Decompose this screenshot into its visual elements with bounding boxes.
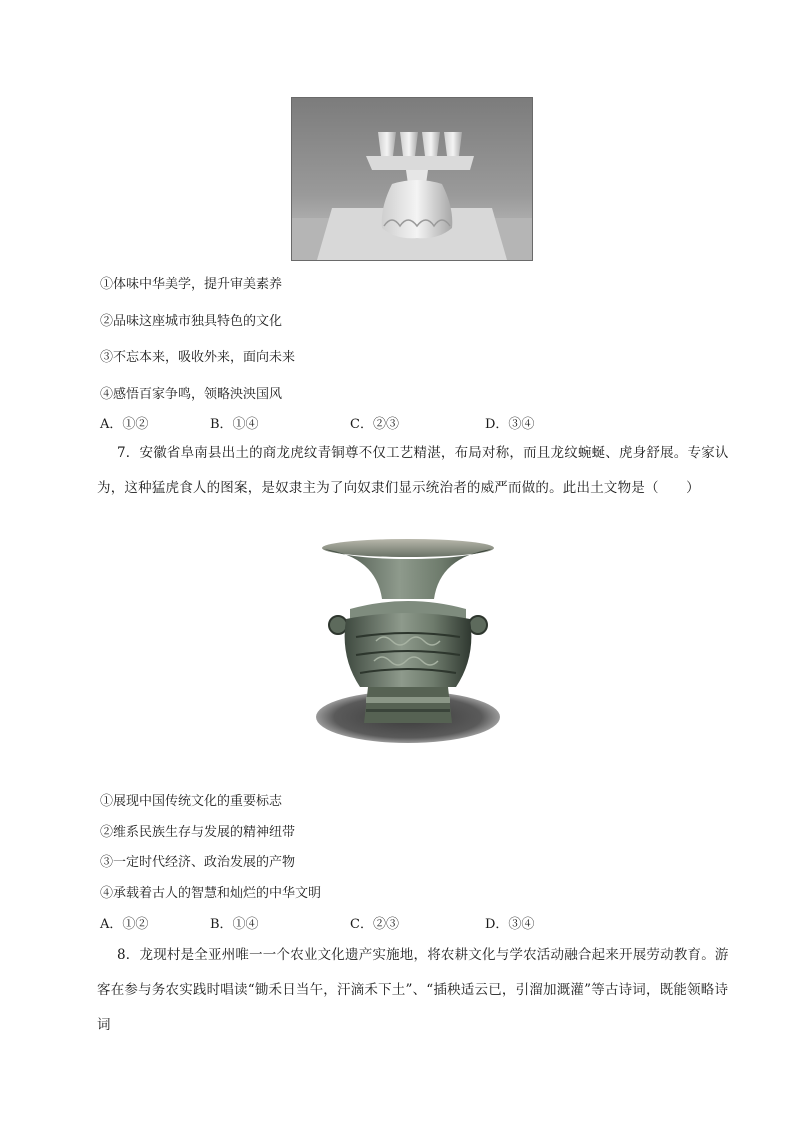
artifact-photo-1 — [291, 97, 533, 261]
q7-choice-4: ④承载着古人的智慧和灿烂的中华文明 — [100, 886, 322, 901]
q6-option-a[interactable]: A．①② — [100, 417, 149, 432]
q7-choice-2: ②维系民族生存与发展的精神纽带 — [100, 825, 296, 840]
q6-choice-2: ②品味这座城市独具特色的文化 — [100, 314, 283, 329]
q7-choice-3: ③一定时代经济、政治发展的产物 — [100, 855, 296, 870]
q7-option-b[interactable]: B．①④ — [210, 917, 259, 932]
q6-choice-4: ④感悟百家争鸣，领略泱泱国风 — [100, 387, 283, 402]
q6-options — [100, 413, 534, 432]
q6-option-b[interactable]: B．①④ — [210, 417, 259, 432]
bronze-zun-image — [316, 537, 500, 745]
q6-choice-1: ①体味中华美学，提升审美素养 — [100, 277, 283, 292]
q7-question: 7．安徽省阜南县出土的商龙虎纹青铜尊不仅工艺精湛，布局对称，而且龙纹蜿蜒、虎身舒展。专家认为，这种猛虎食人的图案，是奴隶主为了向奴隶们显示统治者的威严而做的。此出土文物是（ ） — [97, 445, 729, 496]
q6-option-c[interactable]: C．②③ — [350, 417, 399, 432]
q8-question: 8．龙现村是全亚州唯一一个农业文化遗产实施地，将农耕文化与学农活动融合起来开展劳动教育。游客在参与务农实践时唱读“锄禾日当午，汗滴禾下土”、“插秧适云已，引溜加溉灌”等古诗词，既能领略诗词 — [97, 947, 729, 1033]
artifact-photo-2 — [316, 537, 500, 745]
q6-option-d[interactable]: D．③④ — [485, 417, 535, 432]
lamp-artifact-image — [292, 98, 532, 260]
q7-choice-1: ①展现中国传统文化的重要标志 — [100, 794, 283, 809]
q7-option-c[interactable]: C．②③ — [350, 917, 399, 932]
q7-options — [100, 913, 534, 932]
q7-option-d[interactable]: D．③④ — [485, 917, 535, 932]
q7-option-a[interactable]: A．①② — [100, 917, 149, 932]
q6-choice-3: ③不忘本来，吸收外来，面向未来 — [100, 350, 296, 365]
